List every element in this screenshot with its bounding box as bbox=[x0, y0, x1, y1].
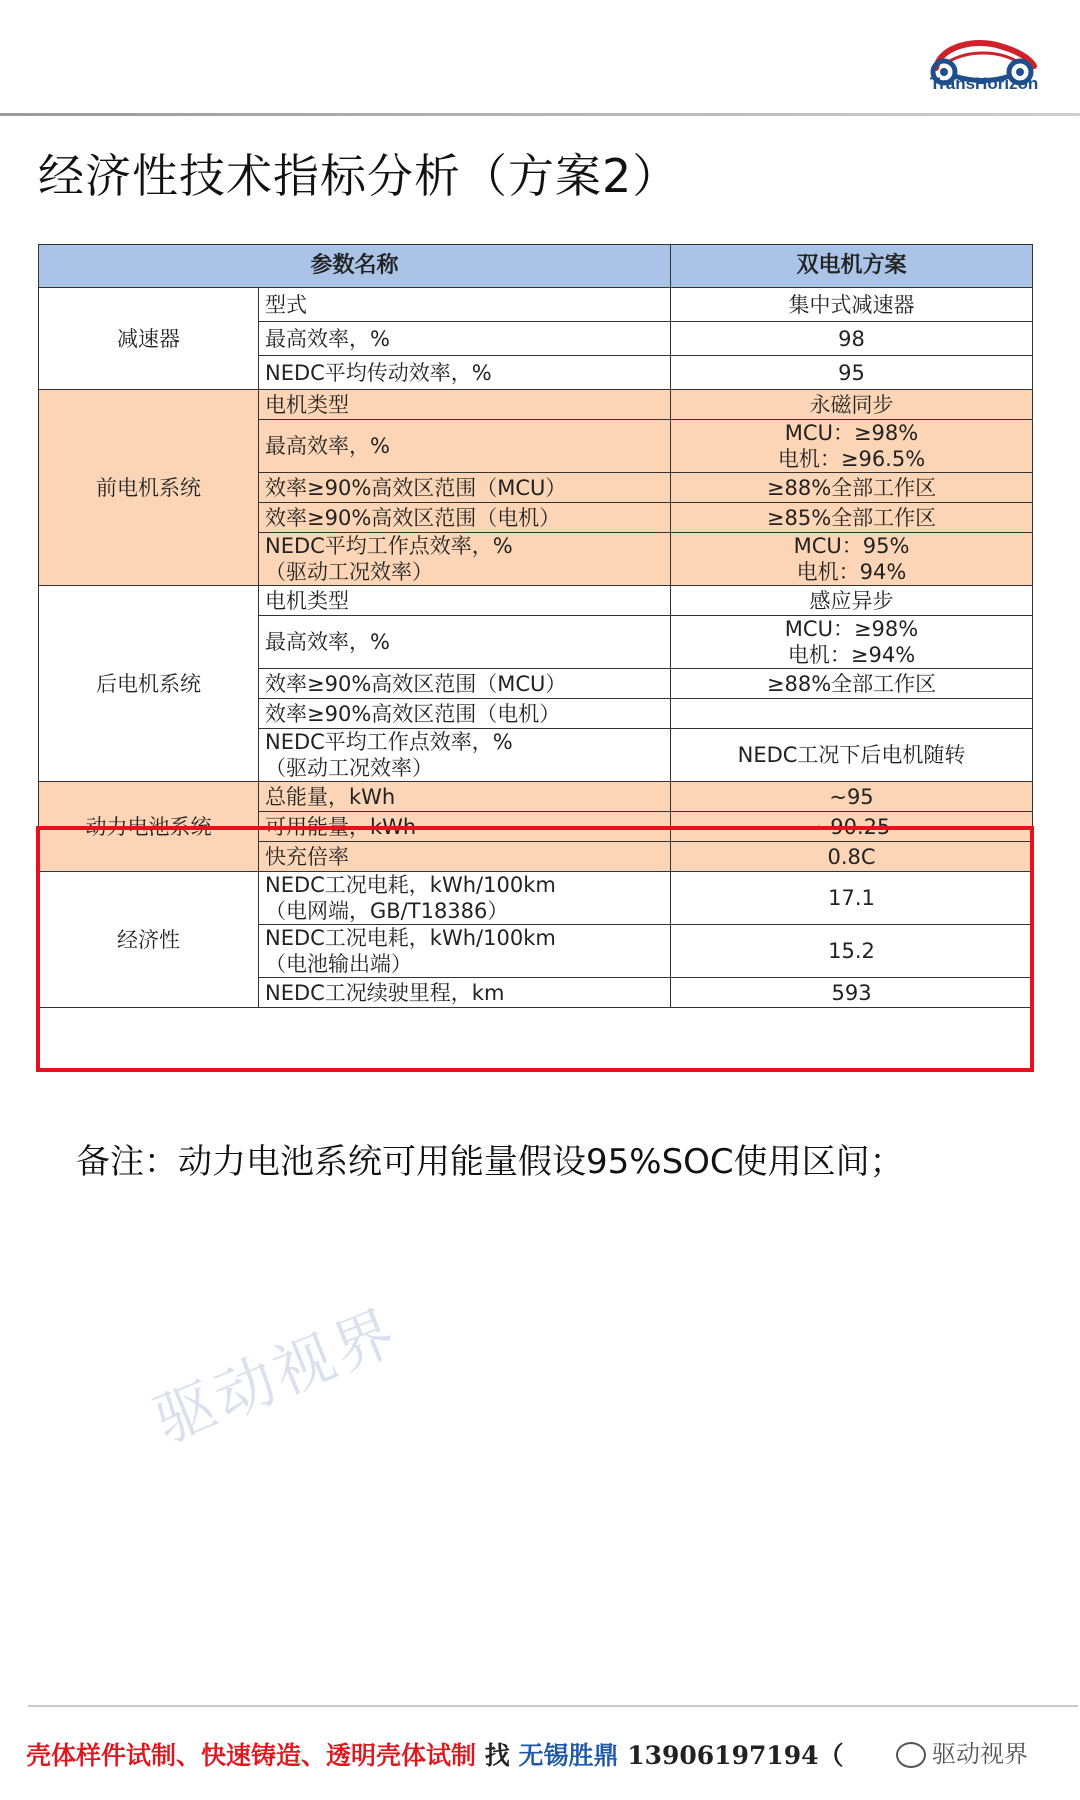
param-line: （电网端，GB/T18386） bbox=[265, 899, 509, 923]
spec-table bbox=[38, 244, 1033, 1008]
value-line: 电机：≥96.5% bbox=[777, 447, 926, 471]
param-cell: 最高效率，% bbox=[259, 420, 671, 473]
value-line: 电机：≥94% bbox=[787, 643, 916, 667]
value-cell bbox=[671, 420, 1033, 473]
param-line: （驱动工况效率） bbox=[265, 756, 433, 780]
value-line: 电机：94% bbox=[796, 560, 907, 584]
param-cell: NEDC工况续驶里程，km bbox=[259, 978, 671, 1008]
value-line: MCU：≥98% bbox=[784, 617, 919, 641]
param-cell: 效率≥90%高效区范围（电机） bbox=[259, 503, 671, 533]
param-cell: 快充倍率 bbox=[259, 842, 671, 872]
param-cell: 总能量，kWh bbox=[259, 782, 671, 812]
value-cell: 98 bbox=[671, 322, 1033, 356]
param-cell bbox=[259, 533, 671, 586]
footer-company: 无锡胜鼎 bbox=[518, 1741, 619, 1770]
param-cell: 可用能量，kWh bbox=[259, 812, 671, 842]
value-line: MCU：≥98% bbox=[784, 421, 919, 445]
value-cell: ≥88%全部工作区 bbox=[671, 669, 1033, 699]
header-plan: 双电机方案 bbox=[671, 245, 1033, 288]
param-line: NEDC工况电耗，kWh/100km bbox=[265, 873, 556, 897]
value-cell: 95 bbox=[671, 356, 1033, 390]
value-cell: 0.8C bbox=[671, 842, 1033, 872]
param-cell bbox=[259, 729, 671, 782]
param-cell: 型式 bbox=[259, 288, 671, 322]
param-cell: 效率≥90%高效区范围（MCU） bbox=[259, 669, 671, 699]
footer-find: 找 bbox=[484, 1741, 510, 1770]
footer-services: 壳体样件试制、快速铸造、透明壳体试制 bbox=[26, 1741, 477, 1770]
footer-divider bbox=[28, 1705, 1078, 1707]
value-cell bbox=[671, 699, 1033, 729]
value-cell: 593 bbox=[671, 978, 1033, 1008]
header-divider bbox=[0, 113, 1080, 116]
value-cell: 集中式减速器 bbox=[671, 288, 1033, 322]
logo-text: TransHorizon bbox=[929, 74, 1039, 93]
value-cell: ≥85%全部工作区 bbox=[671, 503, 1033, 533]
value-cell: 永磁同步 bbox=[671, 390, 1033, 420]
group-rear-motor: 后电机系统 bbox=[39, 586, 259, 782]
group-economy: 经济性 bbox=[39, 872, 259, 1008]
value-cell: ~95 bbox=[671, 782, 1033, 812]
wechat-icon bbox=[896, 1742, 926, 1768]
param-line: NEDC平均工作点效率，% bbox=[265, 730, 513, 754]
footer-phone: 13906197194（ bbox=[627, 1741, 844, 1770]
param-line: （驱动工况效率） bbox=[265, 560, 433, 584]
wechat-account bbox=[896, 1734, 1028, 1769]
param-cell: 效率≥90%高效区范围（MCU） bbox=[259, 473, 671, 503]
param-cell: NEDC平均传动效率，% bbox=[259, 356, 671, 390]
value-line: MCU：95% bbox=[793, 534, 910, 558]
footnote: 备注：动力电池系统可用能量假设95%SOC使用区间； bbox=[76, 1142, 904, 1182]
param-line: （电池输出端） bbox=[265, 952, 412, 976]
header-param-name: 参数名称 bbox=[39, 245, 671, 288]
param-line: NEDC工况电耗，kWh/100km bbox=[265, 926, 556, 950]
param-cell: 电机类型 bbox=[259, 586, 671, 616]
group-battery: 动力电池系统 bbox=[39, 782, 259, 872]
wechat-name: 驱动视界 bbox=[932, 1740, 1028, 1768]
param-cell: 最高效率，% bbox=[259, 322, 671, 356]
group-reducer: 减速器 bbox=[39, 288, 259, 390]
group-front-motor: 前电机系统 bbox=[39, 390, 259, 586]
value-cell: NEDC工况下后电机随转 bbox=[671, 729, 1033, 782]
param-cell bbox=[259, 872, 671, 925]
param-cell: 效率≥90%高效区范围（电机） bbox=[259, 699, 671, 729]
value-cell: 15.2 bbox=[671, 925, 1033, 978]
value-cell: ≥88%全部工作区 bbox=[671, 473, 1033, 503]
param-cell bbox=[259, 925, 671, 978]
value-cell: 感应异步 bbox=[671, 586, 1033, 616]
value-cell: ~90.25 bbox=[671, 812, 1033, 842]
value-cell bbox=[671, 616, 1033, 669]
param-cell: 电机类型 bbox=[259, 390, 671, 420]
value-cell bbox=[671, 533, 1033, 586]
page-title: 经济性技术指标分析（方案2） bbox=[38, 149, 680, 203]
watermark: 驱动视界 bbox=[144, 1296, 409, 1457]
value-cell: 17.1 bbox=[671, 872, 1033, 925]
param-line: NEDC平均工作点效率，% bbox=[265, 534, 513, 558]
param-cell: 最高效率，% bbox=[259, 616, 671, 669]
footer-ad bbox=[26, 1736, 844, 1772]
